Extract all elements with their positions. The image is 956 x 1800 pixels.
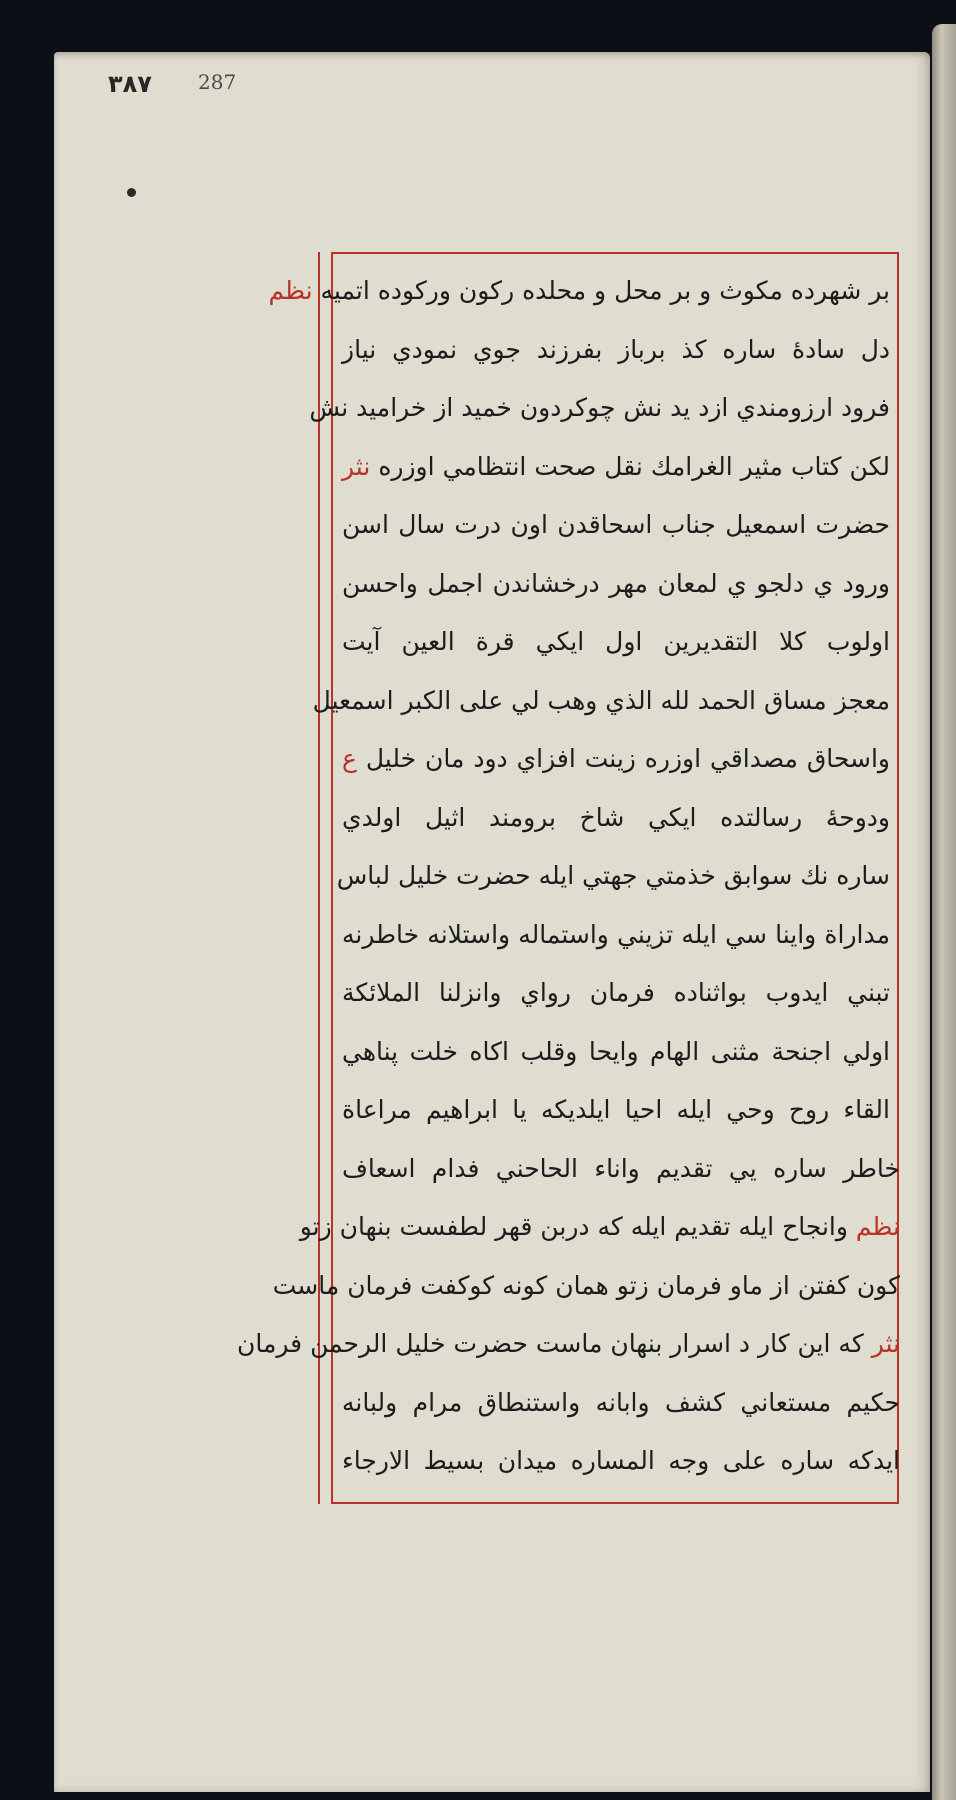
pencil-folio-number: 287: [198, 70, 237, 94]
line-text: كه اين كار د اسرار بنهان ماست حضرت خليل الرحمن فرمان: [237, 1329, 864, 1358]
line-text: معجز مساق الحمد لله الذي وهب لي على الكبر اسمعيل: [312, 685, 890, 715]
ink-spot: [127, 188, 136, 197]
line-text: خاطر ساره يي تقديم واناء الحاحني فدام اسعاف: [342, 1153, 900, 1183]
text-line: [336, 730, 896, 789]
text-line: [336, 613, 896, 672]
line-text: تبني ايدوب بواثناده فرمان رواي وانزلنا الملائكة: [342, 978, 890, 1007]
text-line: [237, 1315, 906, 1374]
text-line: [336, 1023, 896, 1082]
rubric-word: نثر: [871, 1329, 900, 1358]
text-line: [336, 789, 896, 848]
text-line: [336, 906, 896, 965]
text-line: [272, 1257, 906, 1316]
text-line: [336, 555, 896, 614]
rubric-word: نظم: [268, 276, 313, 305]
text-line: [299, 1198, 906, 1257]
rubric-word: ع: [342, 744, 357, 773]
line-text: بر شهرده مكوث و بر محل و محلده ركون وركوده اتميه: [320, 276, 890, 305]
rubric-word: نظم: [855, 1212, 900, 1241]
line-text: لكن كتاب مثير الغرامك نقل صحت انتظامي اوزره: [378, 451, 891, 481]
text-line: [336, 1081, 896, 1140]
text-line: [336, 1140, 906, 1199]
text-line: [336, 847, 896, 906]
line-text: ورود ي دلجو ي لمعان مهر درخشاندن اجمل واحسن: [342, 568, 890, 598]
line-text: اولي اجنحة مثنى الهام وايحا وقلب اكاه خلت پناهي: [342, 1036, 890, 1066]
line-text: ودوحهٔ رسالتده ايكي شاخ برومند اثيل اولدي: [342, 802, 890, 832]
text-lines: [237, 262, 900, 1491]
text-line: [336, 1374, 906, 1433]
line-text: القاء روح وحي ايله احيا ايلديكه يا ابراهيم مراعاة: [342, 1095, 890, 1124]
text-line: [336, 964, 896, 1023]
text-line: [336, 321, 896, 380]
text-line: [336, 496, 896, 555]
line-text: واسحاق مصداقي اوزره زينت افزاي دود مان خليل: [365, 744, 890, 773]
rubric-word: نثر: [342, 451, 371, 481]
line-text: ساره نك سوابق خذمتي جهتي ايله حضرت خليل لباس: [336, 861, 890, 890]
line-text: دل سادهٔ ساره كذ برباز بفرزند جوي نمودي نياز: [342, 334, 890, 364]
line-text: كون كفتن از ماو فرمان زتو همان كونه كوكفت فرمان ماست: [272, 1270, 900, 1300]
page-edge: [932, 24, 956, 1800]
text-line: [309, 379, 896, 438]
line-text: اولوب كلا التقديرين اول ايكي قرة العين آيت: [342, 627, 890, 656]
text-line: [268, 262, 896, 321]
line-text: حكيم مستعاني كشف وابانه واستنطاق مرام ولبانه: [342, 1387, 900, 1417]
text-line: [336, 1432, 906, 1491]
line-text: وانجاح ايله تقديم ايله كه دربن قهر لطفست بنهان زتو: [299, 1212, 848, 1241]
line-text: مداراة واينا سي ايله تزيني واستماله واستلانه خاطرنه: [342, 919, 890, 949]
text-line: [312, 672, 896, 731]
text-line: [336, 438, 896, 497]
line-text: فرود ارزومندي ازد يد نش چوكردون خميد از خراميد نش: [309, 393, 890, 422]
folio-number: ٣٨٧: [108, 70, 152, 98]
line-text: حضرت اسمعيل جناب اسحاقدن اون درت سال اسن: [342, 510, 890, 539]
line-text: ايدكه ساره على وجه المساره ميدان بسيط الارجاء: [342, 1446, 900, 1475]
